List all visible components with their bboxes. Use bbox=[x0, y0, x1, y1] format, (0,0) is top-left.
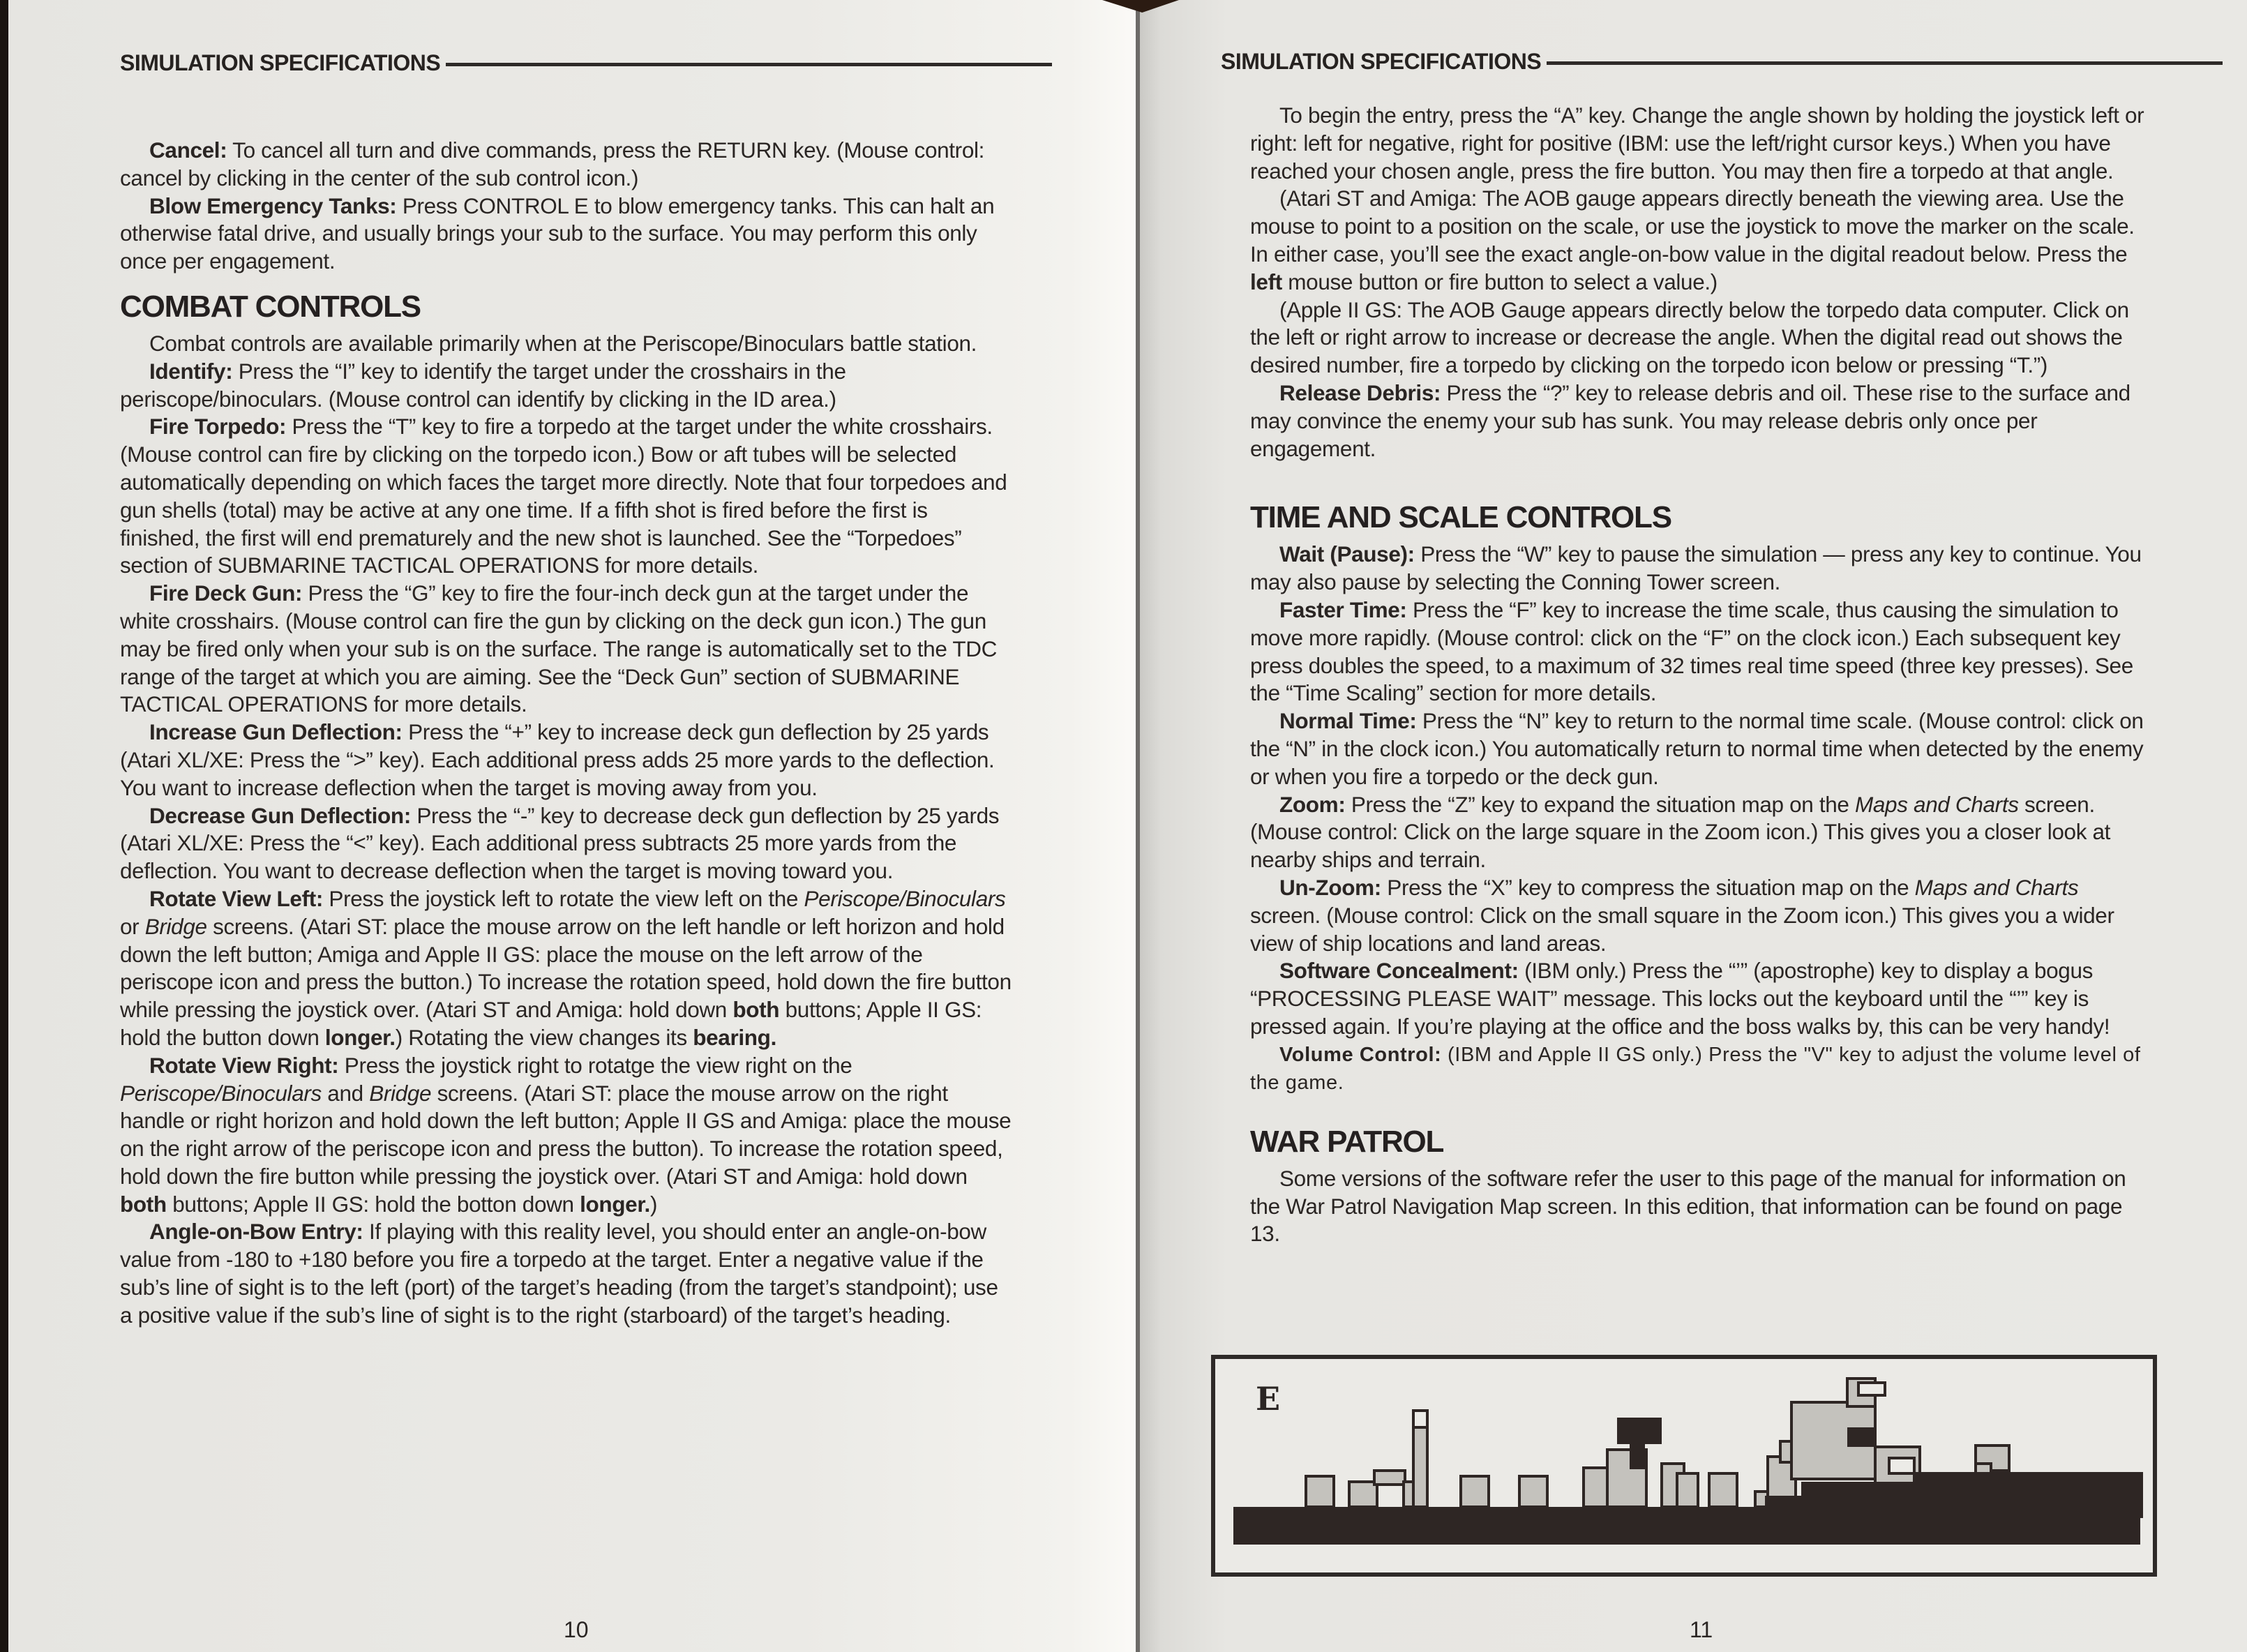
term-fire-deck-gun: Fire Deck Gun: bbox=[149, 580, 303, 606]
paragraph-aob-begin: To begin the entry, press the “A” key. Change the angle shown by holding the joystick left or right: left for negative, right for positive (IBM: use the left/right cursor keys.) When you have reached your chosen angle, press the fire button. You may then fire a torpedo at that angle. bbox=[1250, 103, 2144, 183]
body-text: Press the “I” key to identify the target under the crosshairs in the periscope/binoculars. (Mouse control can identify by clicking in the ID area.) bbox=[120, 358, 846, 412]
term-unzoom: Un-Zoom: bbox=[1279, 874, 1381, 900]
body-text: Press the joystick right to rotatge the view right on the bbox=[338, 1052, 852, 1078]
body-text: (IBM only.) Press the “’” (apostrophe) key to display a bogus “PROCESSING PLEASE WAIT” message. This locks out the keyboard until the “’” key is pressed again. If you’re playing at the office and the boss walks by, this can be very handy! bbox=[1250, 958, 2110, 1039]
italic-text: Bridge bbox=[369, 1080, 432, 1106]
term-identify: Identify: bbox=[149, 358, 233, 384]
body-text: Press the “X” key to compress the situation map on the bbox=[1381, 874, 1915, 900]
paragraph-normal-time bbox=[1250, 707, 2150, 790]
spacer bbox=[1250, 1097, 2150, 1111]
ship-illustration bbox=[1215, 1359, 2153, 1572]
term-increase-deflection: Increase Gun Deflection: bbox=[149, 719, 403, 745]
term-decrease-deflection: Decrease Gun Deflection: bbox=[149, 802, 411, 828]
bold-text: both bbox=[732, 997, 780, 1023]
book-gutter bbox=[1136, 0, 1140, 1652]
body-text: Press the “+” key to increase deck gun deflection by 25 yards (Atari XL/XE: Press the “>” key). Each additional press adds 25 more yards to the deflection. You want to increase deflection when the target is moving away from you. bbox=[120, 719, 995, 800]
term-zoom: Zoom: bbox=[1279, 791, 1346, 817]
paragraph-fire-torpedo bbox=[120, 413, 1013, 580]
body-text: Press the “Z” key to expand the situation map on the bbox=[1345, 791, 1855, 817]
paragraph-atari-note bbox=[1250, 185, 2150, 296]
italic-text: Maps and Charts bbox=[1914, 874, 2079, 900]
italic-text: Periscope/Binoculars bbox=[804, 885, 1006, 911]
tower-window-dark bbox=[1847, 1427, 1875, 1447]
spacer bbox=[1250, 463, 2150, 486]
bold-text: bearing. bbox=[693, 1024, 776, 1050]
paragraph-wait bbox=[1250, 541, 2150, 596]
deck-block bbox=[1709, 1473, 1737, 1507]
funnel bbox=[1617, 1418, 1662, 1444]
running-head-title: SIMULATION SPECIFICATIONS bbox=[1221, 49, 1542, 74]
paragraph-apple-note: (Apple II GS: The AOB Gauge appears directly below the torpedo data computer. Click on the left or right arrow to increase or decrease the angle. When the digital read out shows the desired number, fire a torpedo by clicking on the torpedo icon below or pressing “T.”) bbox=[1250, 296, 2129, 378]
body-text: Press the “-” key to decrease deck gun deflection by 25 yards (Atari XL/XE: Press the “<” key). Each additional press subtracts 25 more yards from the deflection. You want to decrease deflection when the target is moving toward you. bbox=[120, 802, 1000, 884]
paragraph-blow-tanks bbox=[120, 193, 1013, 276]
body-text: Press the “W” key to pause the simulation — press any key to continue. You may also pause by selecting the Conning Tower screen. bbox=[1250, 541, 2142, 595]
term-faster-time: Faster Time: bbox=[1279, 596, 1407, 622]
body-text: Press the “N” key to return to the normal time scale. (Mouse control: click on the “N” in the clock icon.) You automatically return to normal time when detected by the enemy or when you fire a torpedo or the deck gun. bbox=[1250, 708, 2144, 789]
mast-top bbox=[1413, 1411, 1427, 1427]
bold-text: longer. bbox=[324, 1024, 396, 1050]
body-text: Press the joystick left to rotate the view left on the bbox=[323, 885, 804, 911]
bold-text: left bbox=[1250, 269, 1282, 294]
funnel-stack bbox=[1630, 1444, 1645, 1469]
body-text: and bbox=[321, 1080, 370, 1106]
body-text: screens. (Atari ST: place the mouse arrow on the left handle or left horizon and hold down the left button; Amiga and Apple II GS: place the mouse on the left arrow of the periscope icon and press the button.) To increase the rotation speed, hold down the fire button while pressing the joystick over. (Atari ST and Amiga: hold down bbox=[120, 913, 1012, 1023]
paragraph-angle-on-bow bbox=[120, 1218, 1013, 1329]
body-text: screen. (Mouse control: Click on the large square in the Zoom icon.) This gives you a closer look at nearby ships and terrain. bbox=[1250, 791, 2111, 873]
body-text: buttons; Apple II GS: hold the botton down bbox=[166, 1191, 580, 1217]
paragraph-volume-control bbox=[1250, 1041, 2150, 1097]
paragraph-faster-time bbox=[1250, 596, 2150, 707]
body-text: (IBM and Apple II GS only.) Press the "V" key to adjust the volume level of the game. bbox=[1250, 1043, 2141, 1094]
tower-window bbox=[1889, 1458, 1914, 1473]
body-text: Press the “T” key to fire a torpedo at the target under the white crosshairs. (Mouse control can fire by clicking on the torpedo icon.) Bow or aft tubes will be selected automatically depending on which faces the target more directly. Note that four torpedoes and gun shells (total) may be active at any one time. If a fifth shot is fired before the first is finished, the first will end prematurely and the new shot is launched. See the “Torpedoes” section of SUBMARINE TACTICAL OPERATIONS for more details. bbox=[120, 414, 1007, 578]
body-text: Press CONTROL E to blow emergency tanks. This can halt an otherwise fatal drive, and usually brings your sub to the surface. You may perform this only once per engagement. bbox=[120, 193, 995, 274]
running-head-rule bbox=[446, 63, 1052, 66]
deck-block bbox=[1306, 1476, 1334, 1507]
paragraph-rotate-left bbox=[120, 885, 1013, 1052]
term-volume-control: Volume Control: bbox=[1279, 1043, 1442, 1066]
paragraph-increase-deflection bbox=[120, 719, 1013, 802]
running-head bbox=[120, 50, 1052, 76]
body-text: screens. (Atari ST: place the mouse arrow on the right handle or right horizon and hold down the left button; Apple II GS and Amiga: place the mouse on the right arrow of the periscope icon and press the button). To increase the rotation speed, hold down the fire button while pressing the joystick over. (Atari ST and Amiga: hold down bbox=[120, 1080, 1012, 1189]
term-rotate-right: Rotate View Right: bbox=[149, 1052, 339, 1078]
body-text: Press the “F” key to increase the time scale, thus causing the simulation to move more rapidly. (Mouse control: click on the “F” on the clock icon.) Each subsequent key press doubles the speed, to a maximum of 32 times real time speed (three key presses). See the “Time Scaling” section for more details. bbox=[1250, 596, 2133, 706]
term-blow-tanks: Blow Emergency Tanks: bbox=[149, 193, 397, 218]
paragraph-zoom bbox=[1250, 791, 2150, 874]
italic-text: Maps and Charts bbox=[1855, 791, 2019, 817]
ship-silhouette-figure bbox=[1211, 1355, 2157, 1577]
body-text: ) bbox=[649, 1191, 658, 1217]
term-wait: Wait (Pause): bbox=[1279, 541, 1415, 567]
bold-text: longer. bbox=[580, 1191, 650, 1217]
deck-block bbox=[1461, 1476, 1489, 1507]
paragraph-identify bbox=[120, 358, 1013, 414]
term-release-debris: Release Debris: bbox=[1279, 380, 1441, 405]
left-page bbox=[8, 0, 1137, 1652]
right-page bbox=[1138, 0, 2247, 1652]
bridge-block bbox=[1677, 1473, 1698, 1507]
body-text: Press the “?” key to release debris and oil. These rise to the surface and may convince the enemy your sub has sunk. You may release debris only once per engagement. bbox=[1250, 380, 2130, 461]
body-text: mouse button or fire button to select a value.) bbox=[1282, 269, 1718, 294]
figure-label: E bbox=[1256, 1380, 1281, 1418]
body-text: Press the “G” key to fire the four-inch deck gun at the target under the white crosshairs. (Mouse control can fire the gun by clicking on the deck gun icon.) The gun may be fired only when your sub is on the surface. The range is automatically set to the TDC range of the target at which you are aiming. See the “Deck Gun” section of SUBMARINE TACTICAL OPERATIONS for more details. bbox=[120, 580, 998, 717]
heading-combat-controls: COMBAT CONTROLS bbox=[120, 289, 421, 324]
term-cancel: Cancel: bbox=[149, 137, 227, 163]
heading-time-scale-controls: TIME AND SCALE CONTROLS bbox=[1250, 500, 1671, 535]
italic-text: Bridge bbox=[144, 913, 207, 939]
bold-text: both bbox=[120, 1191, 167, 1217]
term-rotate-left: Rotate View Left: bbox=[149, 885, 324, 911]
paragraph-rotate-right bbox=[120, 1052, 1013, 1219]
right-column bbox=[1250, 102, 2150, 1248]
body-text: buttons; Apple II GS: hold the button down bbox=[120, 997, 982, 1050]
term-software-concealment: Software Concealment: bbox=[1279, 958, 1519, 984]
term-fire-torpedo: Fire Torpedo: bbox=[149, 414, 287, 440]
paragraph-release-debris bbox=[1250, 380, 2150, 463]
paragraph-unzoom bbox=[1250, 874, 2150, 957]
tower-window bbox=[1858, 1383, 1885, 1395]
deck-block bbox=[1519, 1476, 1547, 1507]
paragraph-combat-intro: Combat controls are available primarily when at the Periscope/Binoculars battle station. bbox=[149, 330, 977, 356]
page-number: 10 bbox=[564, 1617, 589, 1642]
paragraph-fire-deck-gun bbox=[120, 580, 1013, 719]
heading-war-patrol: WAR PATROL bbox=[1250, 1124, 1444, 1159]
paragraph-software-concealment bbox=[1250, 957, 2150, 1040]
body-text: ) Rotating the view changes its bbox=[395, 1024, 693, 1050]
hull-aft bbox=[1913, 1472, 2143, 1518]
page-number: 11 bbox=[1690, 1617, 1713, 1642]
body-text: To cancel all turn and dive commands, press the RETURN key. (Mouse control: cancel by clicking in the center of the sub control icon.) bbox=[120, 137, 985, 190]
running-head-rule bbox=[1547, 61, 2223, 65]
term-normal-time: Normal Time: bbox=[1279, 708, 1417, 734]
body-text: or bbox=[120, 913, 145, 939]
deck-block bbox=[1374, 1471, 1405, 1485]
term-angle-on-bow: Angle-on-Bow Entry: bbox=[149, 1219, 363, 1245]
mast bbox=[1413, 1426, 1427, 1507]
body-text: screen. (Mouse control: Click on the small square in the Zoom icon.) This gives you a wider view of ship locations and land areas. bbox=[1250, 902, 2114, 956]
left-column bbox=[120, 137, 1013, 1330]
paragraph-decrease-deflection bbox=[120, 802, 1013, 885]
running-head-title: SIMULATION SPECIFICATIONS bbox=[120, 50, 441, 75]
running-head bbox=[1221, 49, 2223, 75]
paragraph-cancel bbox=[120, 137, 1013, 193]
body-text: (Atari ST and Amiga: The AOB gauge appears directly beneath the viewing area. Use the mouse to point to a position on the scale, or use the joystick to move the marker on the scale. In either case, you’ll see the exact angle-on-bow value in the digital readout below. Press the bbox=[1250, 186, 2135, 266]
italic-text: Periscope/Binoculars bbox=[120, 1080, 322, 1106]
body-text: If playing with this reality level, you should enter an angle-on-bow value from -180 to +180 before you fire a torpedo at the target. Enter a negative value if the sub’s line of sight is to the left (port) of the target’s heading (from the target’s standpoint); use a positive value if the sub’s line of sight is to the right (starboard) of the target’s heading. bbox=[120, 1219, 998, 1328]
paragraph-war-patrol: Some versions of the software refer the user to this page of the manual for information on the War Patrol Navigation Map screen. In this edition, that information can be found on page 13. bbox=[1250, 1165, 2126, 1247]
